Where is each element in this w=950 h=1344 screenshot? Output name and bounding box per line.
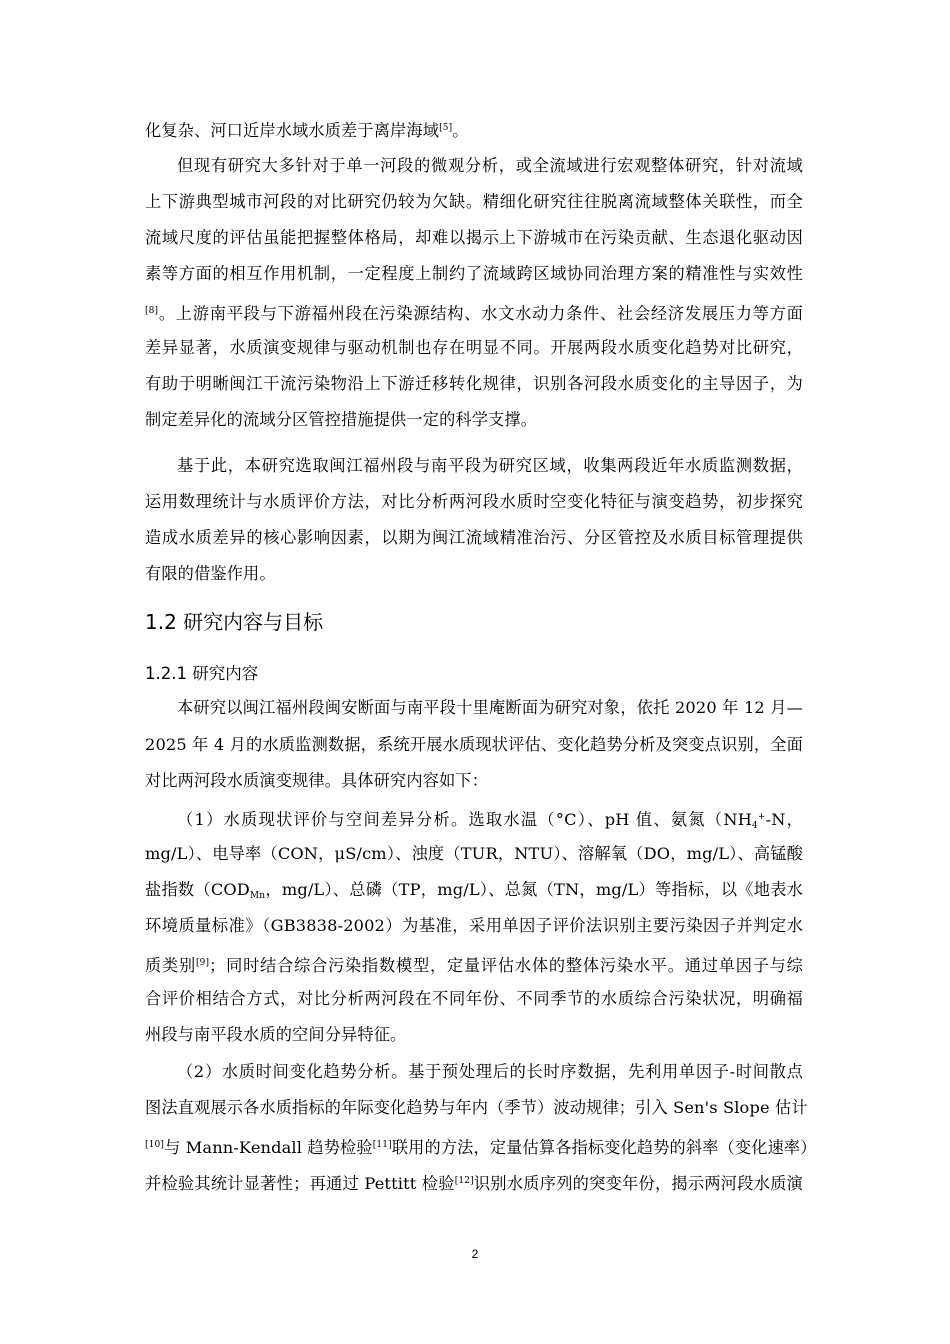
text-line — [145, 263, 803, 285]
text-line — [145, 952, 803, 977]
text-line — [145, 915, 803, 937]
text-line — [145, 843, 803, 865]
superscript: [11] — [372, 1140, 392, 1150]
text-line — [145, 337, 803, 359]
text-run: 制定差异化的流域分区管控措施提供一定的科学支撑。 — [145, 410, 538, 429]
page-number: 2 — [471, 1247, 479, 1261]
text-run: 本研究以闽江福州段闽安断面与南平段十里庵断面为研究对象，依托 2020 年 12 月— — [177, 698, 803, 717]
text-line — [145, 879, 803, 907]
text-line — [177, 155, 803, 177]
text-line — [145, 1097, 808, 1119]
text-run: 化复杂、河口近岸水域水质差于离岸海域 — [145, 121, 440, 140]
text-run: 环境质量标准》（GB3838-2002）为基准，采用单因子评价法识别主要污染因子并判定水 — [145, 916, 803, 935]
text-line — [145, 117, 469, 142]
superscript: [10] — [145, 1140, 165, 1150]
text-run: 并检验其统计显著性；再通过 Pettitt 检验 — [145, 1174, 455, 1193]
text-run: 流域尺度的评估虽能把握整体格局，却难以揭示上下游城市在污染贡献、生态退化驱动因 — [145, 228, 803, 247]
text-run: 差异显著，水质演变规律与驱动机制也存在明显不同。开展两段水质变化趋势对比研究， — [145, 338, 803, 357]
text-run: 基于此，本研究选取闽江福州段与南平段为研究区域，收集两段近年水质监测数据， — [177, 456, 803, 475]
text-line — [145, 988, 803, 1010]
text-line — [177, 697, 803, 719]
text-line — [177, 1061, 803, 1083]
text-line — [145, 300, 803, 325]
text-line — [145, 491, 803, 513]
superscript: [12] — [454, 1176, 474, 1186]
text-run: 造成水质差异的核心影响因素，以期为闽江流域精准治污、分区管控及水质目标管理提供 — [145, 528, 803, 547]
text-run: 上下游典型城市河段的对比研究仍较为欠缺。精细化研究往往脱离流域整体关联性，而全 — [145, 192, 803, 211]
text-run: 合评价相结合方式，对比分析两河段在不同年份、不同季节的水质综合污染状况，明确福 — [145, 989, 803, 1008]
text-line — [145, 734, 803, 756]
text-line — [145, 191, 803, 213]
text-run: 图法直观展示各水质指标的年际变化趋势与年内（季节）波动规律；引入 Sen's Slope 估计 — [145, 1098, 808, 1117]
text-run: -N， — [765, 810, 804, 829]
subsection-heading: 1.2.1 研究内容 — [145, 664, 259, 683]
subscript: Mn — [249, 891, 266, 901]
text-run: 。 — [452, 121, 469, 140]
text-run: ，mg/L）、总磷（TP，mg/L）、总氮（TN，mg/L）等指标，以《地表水 — [265, 880, 803, 899]
text-line — [145, 373, 803, 395]
text-line — [145, 227, 803, 249]
section-heading: 1.2 研究内容与目标 — [145, 610, 324, 634]
text-line — [145, 409, 537, 431]
text-run: （2）水质时间变化趋势分析。基于预处理后的长时序数据，先利用单因子-时间散点 — [177, 1062, 803, 1081]
text-line — [145, 1170, 803, 1195]
text-run: 运用数理统计与水质评价方法，对比分析两河段水质时空变化特征与演变趋势，初步探究 — [145, 492, 803, 511]
text-run: 对比两河段水质演变规律。具体研究内容如下： — [145, 771, 489, 790]
text-line — [145, 527, 803, 549]
text-run: 但现有研究大多针对于单一河段的微观分析，或全流域进行宏观整体研究，针对流域 — [177, 156, 803, 175]
superscript: + — [757, 812, 766, 822]
text-run: 联用的方法，定量估算各指标变化趋势的斜率（变化速率） — [391, 1138, 817, 1157]
text-run: 与 Mann-Kendall 趋势检验 — [164, 1138, 373, 1157]
text-run: 质类别 — [145, 956, 196, 975]
text-line — [145, 563, 276, 585]
text-run: 盐指数（COD — [145, 880, 250, 899]
superscript: [5] — [439, 123, 453, 133]
text-run: 识别水质序列的突变年份，揭示两河段水质演 — [473, 1174, 803, 1193]
text-run: 州段与南平段水质的空间分异特征。 — [145, 1025, 407, 1044]
text-run: 。上游南平段与下游福州段在污染源结构、水文水动力条件、社会经济发展压力等方面 — [158, 304, 803, 323]
text-run: 素等方面的相互作用机制，一定程度上制约了流域跨区域协同治理方案的精准性与实效性 — [145, 264, 803, 283]
text-run: ；同时结合综合污染指数模型，定量评估水体的整体污染水平。通过单因子与综 — [209, 956, 804, 975]
text-run: 有限的借鉴作用。 — [145, 564, 276, 583]
superscript: [8] — [145, 306, 159, 316]
text-line — [177, 806, 803, 837]
text-line — [145, 1134, 817, 1159]
subscript: 4 — [751, 821, 758, 831]
text-run: 2025 年 4 月的水质监测数据，系统开展水质现状评估、变化趋势分析及突变点识别，全面 — [145, 735, 803, 754]
text-line — [177, 455, 803, 477]
text-line — [145, 1024, 406, 1046]
text-run: 有助于明晰闽江干流污染物沿上下游迁移转化规律，识别各河段水质变化的主导因子，为 — [145, 374, 803, 393]
text-run: （1）水质现状评价与空间差异分析。选取水温（°C）、pH 值、氨氮（NH — [177, 810, 752, 829]
text-run: mg/L）、电导率（CON，μS/cm）、浊度（TUR，NTU）、溶解氧（DO，mg/L）、高锰酸 — [145, 844, 803, 863]
superscript: [9] — [195, 958, 210, 968]
text-line — [145, 770, 488, 792]
